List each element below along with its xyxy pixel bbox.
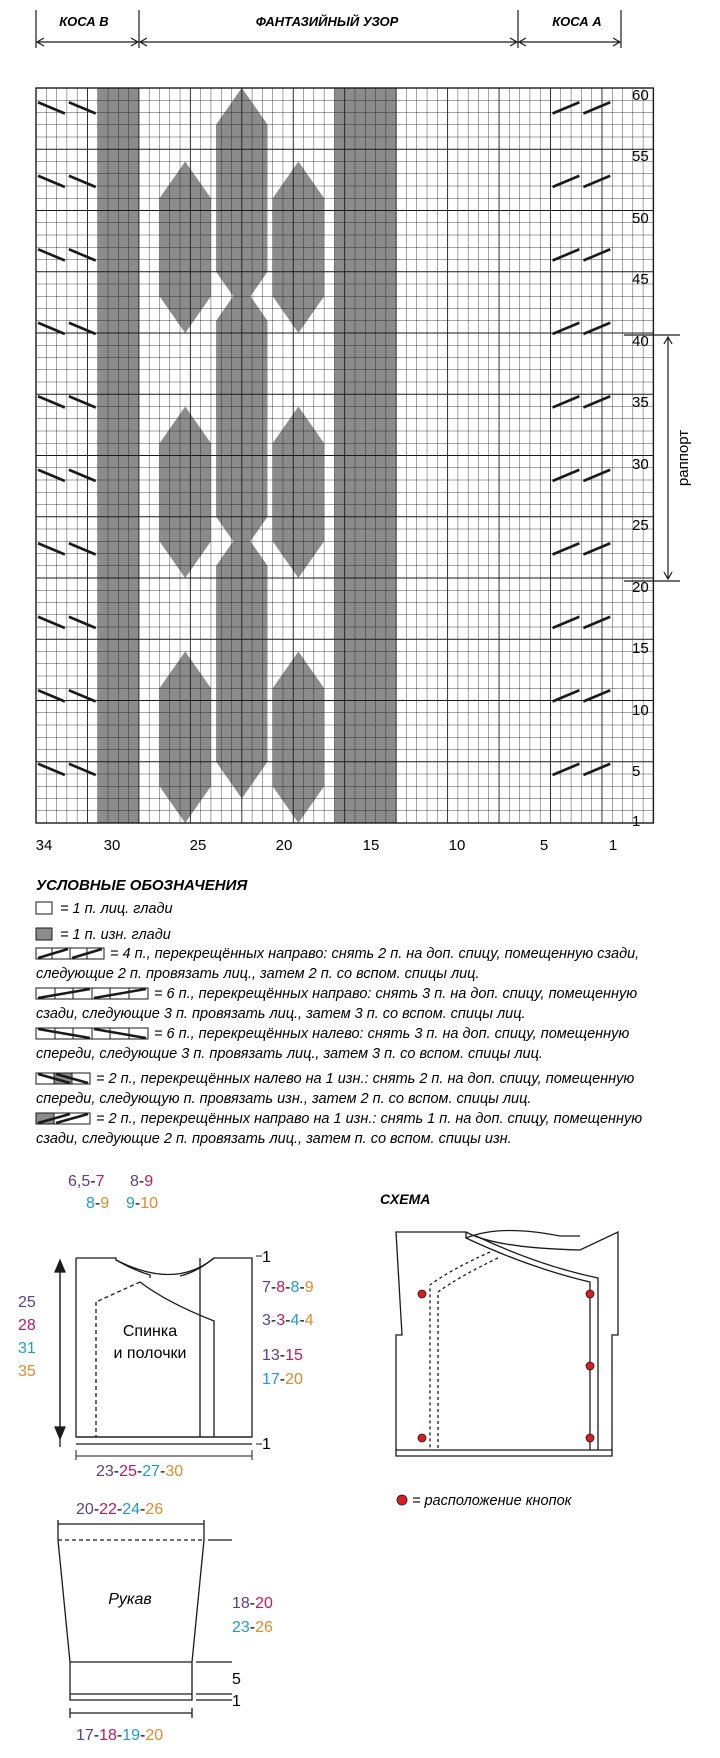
size-num: 4 bbox=[304, 1312, 314, 1329]
size-sleeve-top: 20-22-24-26 bbox=[76, 1501, 164, 1518]
size-num: 22 bbox=[99, 1501, 117, 1518]
legend-cross-6-right bbox=[36, 988, 148, 999]
legend-text: следующие 2 п. провязать лиц., затем 2 п. со вспом. спицы лиц. bbox=[36, 966, 480, 982]
legend-text: спереди, следующие 3 п. провязать лиц., затем 3 п. со вспом. спицы лиц. bbox=[36, 1046, 543, 1062]
legend-text: = 6 п., перекрещённых направо: снять 3 п. на доп. спицу, помещенную bbox=[154, 986, 638, 1002]
legend-text: = 1 п. изн. глади bbox=[60, 927, 171, 943]
legend-cross-2-left-purl bbox=[36, 1073, 90, 1084]
legend-text: сзади, следующие 2 п. провязать лиц., затем п. со вспом. спицы изн. bbox=[36, 1131, 512, 1147]
size-sleeve-len-1: 18-20 bbox=[232, 1595, 273, 1612]
size-num: 8 bbox=[276, 1279, 286, 1296]
size-num: 15 bbox=[285, 1347, 303, 1364]
size-num: 8 bbox=[130, 1173, 139, 1190]
button-marker bbox=[586, 1290, 594, 1298]
button-marker bbox=[418, 1290, 426, 1298]
size-num: 27 bbox=[142, 1463, 161, 1480]
size-shoulder: 3-3-4-4 bbox=[262, 1312, 314, 1329]
size-height: 31 bbox=[18, 1340, 36, 1357]
col-label: 25 bbox=[189, 837, 207, 854]
legend-cross-6-left bbox=[36, 1028, 148, 1039]
size-height: 25 bbox=[18, 1294, 36, 1311]
size-num: 7 bbox=[95, 1173, 105, 1190]
knitting-chart bbox=[36, 88, 653, 823]
size-num: 26 bbox=[255, 1619, 273, 1636]
size-num: 17 bbox=[76, 1727, 94, 1744]
header-kosa-a: КОСА А bbox=[552, 14, 602, 29]
size-height: 28 bbox=[18, 1317, 36, 1334]
size-num: 18 bbox=[232, 1595, 250, 1612]
size-sleeve-bottom: 17-18-19-20 bbox=[76, 1727, 164, 1744]
legend-text: сзади, следующие 3 п. провязать лиц., затем 3 п. со вспом. спицы лиц. bbox=[36, 1006, 526, 1022]
size-height: 35 bbox=[18, 1363, 36, 1380]
size-num: 23 bbox=[96, 1463, 114, 1480]
legend-texts bbox=[36, 901, 642, 1147]
size-num: 13 bbox=[262, 1347, 280, 1364]
legend-title: УСЛОВНЫЕ ОБОЗНАЧЕНИЯ bbox=[36, 877, 248, 894]
column-numbers bbox=[36, 837, 618, 854]
legend-text: = 2 п., перекрещённых налево на 1 изн.: снять 2 п. на доп. спицу, помещенную bbox=[96, 1071, 635, 1087]
row-label: 35 bbox=[632, 394, 649, 411]
col-label: 5 bbox=[539, 837, 549, 854]
size-num: 3 bbox=[276, 1312, 286, 1329]
sleeve-label: Рукав bbox=[108, 1591, 152, 1608]
size-num: 20 bbox=[76, 1501, 94, 1518]
legend-text: = 2 п., перекрещённых направо на 1 изн.: снять 1 п. на доп. спицу, помещенную bbox=[96, 1111, 643, 1127]
schema-buttons bbox=[397, 1290, 594, 1505]
size-num: 17 bbox=[262, 1371, 280, 1388]
row-label: 25 bbox=[632, 517, 649, 534]
schema-title: СХЕМА bbox=[380, 1191, 431, 1207]
size-num: 26 bbox=[145, 1501, 164, 1518]
row-label: 10 bbox=[632, 702, 649, 719]
size-top-right-2: 9-10 bbox=[126, 1195, 159, 1212]
row-label: 55 bbox=[632, 148, 649, 165]
body-label-2: и полочки bbox=[113, 1345, 187, 1362]
size-side-2: 17-20 bbox=[262, 1371, 303, 1388]
size-num: 24 bbox=[122, 1501, 141, 1518]
size-num: 20 bbox=[255, 1595, 273, 1612]
row-label: 20 bbox=[632, 579, 649, 596]
size-num: 6,5 bbox=[68, 1173, 91, 1190]
size-num: 18 bbox=[99, 1727, 117, 1744]
size-num: 23 bbox=[232, 1619, 250, 1636]
size-sleeve-cuff: 5 bbox=[232, 1671, 241, 1688]
header-kosa-b: КОСА В bbox=[59, 14, 109, 29]
row-label: 40 bbox=[632, 333, 649, 350]
col-label: 10 bbox=[448, 837, 466, 854]
sleeve-pattern bbox=[58, 1520, 232, 1718]
legend-white-cell bbox=[36, 902, 52, 914]
size-num: 30 bbox=[165, 1463, 184, 1480]
body-label-1: Спинка bbox=[122, 1323, 178, 1340]
size-num: 20 bbox=[285, 1371, 303, 1388]
schema-drawing bbox=[396, 1230, 618, 1456]
size-num: 9 bbox=[304, 1279, 314, 1296]
legend-text: = 4 п., перекрещённых направо: снять 2 п. на доп. спицу, помещенную сзади, bbox=[110, 946, 640, 962]
size-top-right: 8-9 bbox=[130, 1173, 154, 1190]
size-top-left: 6,5-7 bbox=[68, 1173, 105, 1190]
row-label: 50 bbox=[632, 210, 649, 227]
col-label: 30 bbox=[103, 837, 121, 854]
row-label: 1 bbox=[632, 813, 641, 830]
size-num: 10 bbox=[140, 1195, 159, 1212]
row-label: 45 bbox=[632, 271, 649, 288]
schema-button-note: = расположение кнопок bbox=[412, 1493, 572, 1509]
rapport-label: раппорт bbox=[675, 429, 692, 487]
button-marker bbox=[586, 1434, 594, 1442]
legend-text: спереди, следующую п. провязать изн., затем 2 п. со вспом. спицы лиц. bbox=[36, 1091, 532, 1107]
size-width: 23-25-27-30 bbox=[96, 1463, 184, 1480]
size-num: 3 bbox=[262, 1312, 271, 1329]
size-top-left-2: 8-9 bbox=[86, 1195, 110, 1212]
button-marker bbox=[418, 1434, 426, 1442]
row-label: 30 bbox=[632, 456, 649, 473]
size-armhole: 7-8-8-9 bbox=[262, 1279, 314, 1296]
size-num: 4 bbox=[290, 1312, 300, 1329]
header-fantasy-pattern: ФАНТАЗИЙНЫЙ УЗОР bbox=[255, 14, 399, 29]
row-label: 15 bbox=[632, 640, 649, 657]
size-hem: 1 bbox=[262, 1436, 271, 1453]
row-label: 5 bbox=[632, 763, 641, 780]
size-side-top: 1 bbox=[262, 1249, 271, 1266]
size-num: 25 bbox=[119, 1463, 137, 1480]
button-marker bbox=[586, 1362, 594, 1370]
size-num: 9 bbox=[100, 1195, 110, 1212]
legend-button-marker bbox=[397, 1495, 407, 1505]
col-label: 1 bbox=[608, 837, 618, 854]
sleeve-labels bbox=[76, 1501, 273, 1744]
legend-text: = 6 п., перекрещённых налево: снять 3 п. на доп. спицу, помещенную bbox=[154, 1026, 630, 1042]
legend-cross-2-right-purl bbox=[36, 1113, 90, 1124]
size-num: 9 bbox=[144, 1173, 154, 1190]
size-num: 19 bbox=[122, 1727, 141, 1744]
size-side-1: 13-15 bbox=[262, 1347, 303, 1364]
col-label: 15 bbox=[362, 837, 380, 854]
legend-cross-4-right bbox=[36, 948, 104, 959]
size-num: 8 bbox=[86, 1195, 95, 1212]
legend-text: = 1 п. лиц. глади bbox=[60, 901, 173, 917]
size-num: 20 bbox=[145, 1727, 164, 1744]
size-num: 8 bbox=[290, 1279, 300, 1296]
size-sleeve-len-2: 23-26 bbox=[232, 1619, 273, 1636]
col-label: 34 bbox=[35, 837, 53, 854]
col-label: 20 bbox=[275, 837, 293, 854]
legend-grey-cell bbox=[36, 928, 52, 940]
row-label: 60 bbox=[632, 87, 649, 104]
size-num: 9 bbox=[126, 1195, 135, 1212]
size-sleeve-edge: 1 bbox=[232, 1693, 241, 1710]
size-num: 7 bbox=[262, 1279, 271, 1296]
